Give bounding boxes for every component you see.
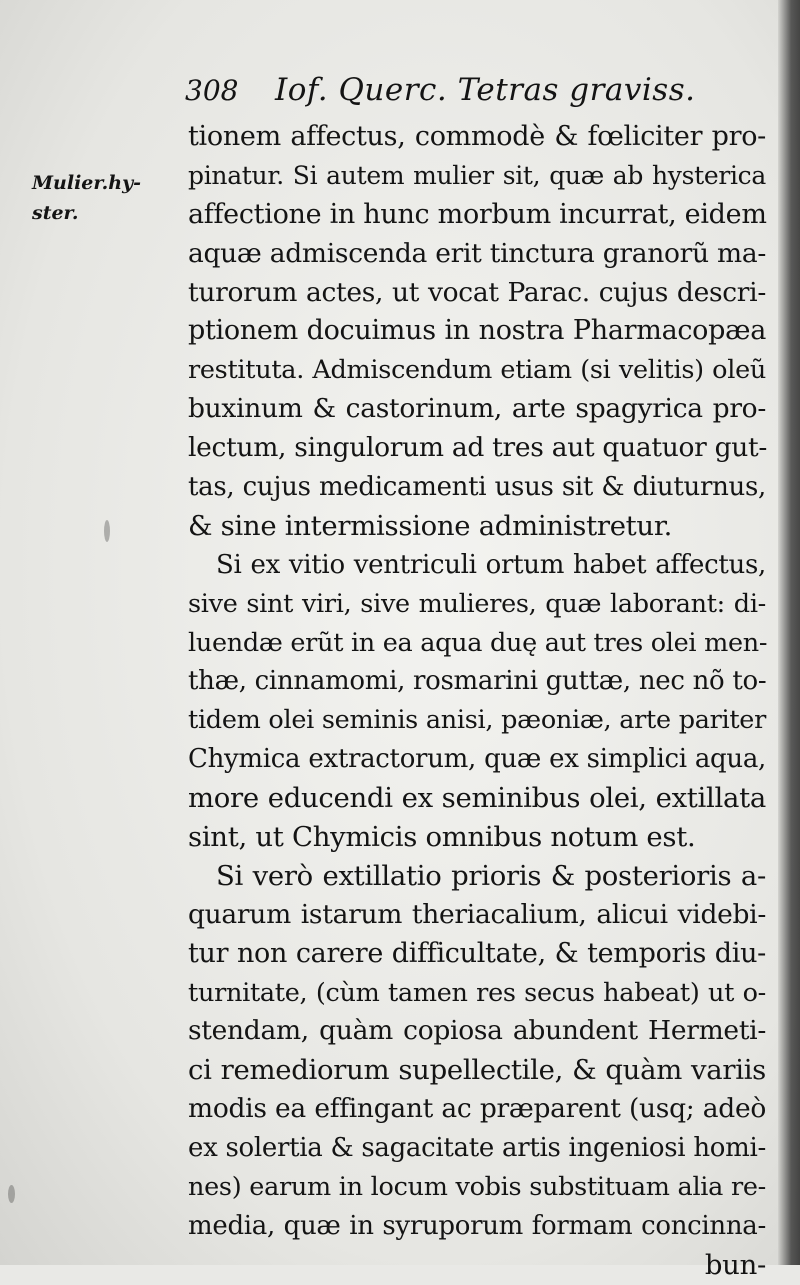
- margin-note-line: ster.: [32, 202, 79, 224]
- text-line: modis ea effingant ac præparent (usq; adeò: [188, 1093, 766, 1125]
- ink-smudge: [104, 520, 110, 542]
- text-line: quarum istarum theriacalium, alicui videbi-: [188, 898, 766, 930]
- text-line: sive sint viri, sive mulieres, quæ laborant: di-: [188, 588, 766, 619]
- catchword: bun-: [704, 1248, 766, 1281]
- text-line: restituta. Admiscendum etiam (si velitis) oleũ: [188, 355, 766, 386]
- text-line: media, quæ in syruporum formam concinna-: [188, 1210, 766, 1241]
- text-line: tas, cujus medicamenti usus sit & diuturnus,: [188, 472, 766, 503]
- text-line: nes) earum in locum vobis substituam alia re-: [188, 1172, 766, 1203]
- page-number: 308: [185, 74, 239, 107]
- text-line: Si verò extillatio prioris & posterioris a-: [216, 859, 766, 892]
- text-line: tur non carere difficultate, & temporis diu-: [188, 937, 766, 969]
- text-line: aquæ admiscenda erit tinctura granorũ ma-: [188, 237, 766, 269]
- margin-note: [32, 168, 172, 228]
- text-line: more educendi ex seminibus olei, extillata: [188, 782, 766, 815]
- text-line: thæ, cinnamomi, rosmarini guttæ, nec nõ to-: [188, 666, 767, 697]
- body-text: [188, 118, 766, 1285]
- text-line: luendæ erũt in ea aqua duę aut tres olei men-: [188, 627, 768, 658]
- text-line: pinatur. Si autem mulier sit, quæ ab hysterica: [188, 160, 766, 190]
- text-line: ptionem docuimus in nostra Pharmacopæa: [188, 315, 766, 347]
- text-line: affectione in hunc morbum incurrat, eidem: [188, 198, 767, 230]
- running-title: Iof. Querc. Tetras graviss.: [275, 72, 696, 108]
- margin-note-line: Mulier.hy-: [32, 172, 141, 194]
- text-line: Chymica extractorum, quæ ex simplici aqua,: [188, 744, 766, 775]
- text-line: ex solertia & sagacitate artis ingeniosi homi-: [188, 1133, 766, 1164]
- text-line: tionem affectus, commodè & fœliciter pro-: [188, 121, 766, 152]
- text-line: stendam, quàm copiosa abundent Hermeti-: [188, 1015, 766, 1047]
- page-edge-shadow: [778, 0, 800, 1265]
- text-line: sint, ut Chymicis omnibus notum est.: [188, 821, 696, 854]
- text-line: lectum, singulorum ad tres aut quatuor gut-: [188, 432, 768, 464]
- text-line: & sine intermissione administretur.: [188, 509, 673, 542]
- text-line: tidem olei seminis anisi, pæoniæ, arte pariter: [188, 705, 766, 736]
- ink-smudge: [8, 1185, 15, 1203]
- text-line: turnitate, (cùm tamen res secus habeat) ut o-: [188, 977, 766, 1008]
- text-line: Si ex vitio ventriculi ortum habet affectus,: [216, 549, 766, 580]
- text-line: buxinum & castorinum, arte spagyrica pro-: [188, 393, 766, 425]
- text-line: ci remediorum supellectile, & quàm variis: [188, 1054, 766, 1087]
- page-header: [185, 70, 745, 114]
- text-line: turorum actes, ut vocat Parac. cujus descri-: [188, 276, 766, 308]
